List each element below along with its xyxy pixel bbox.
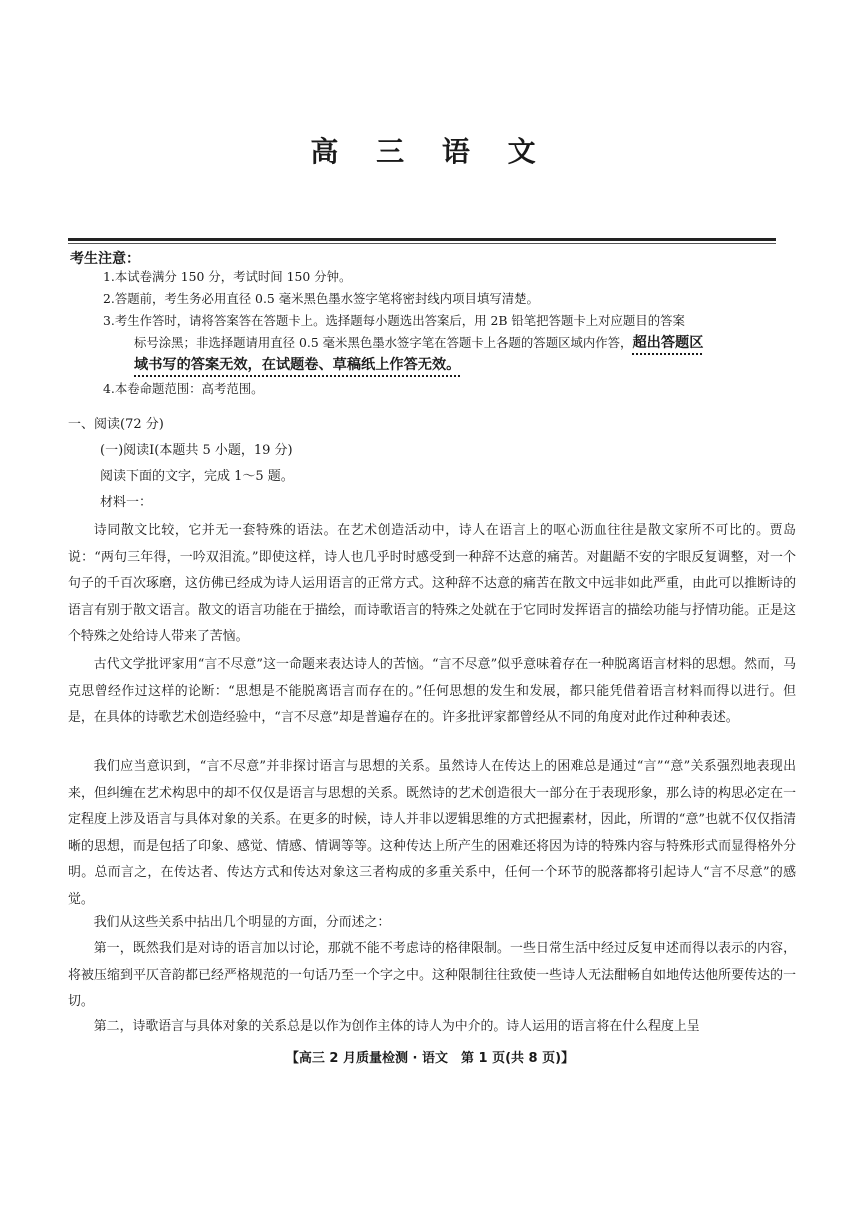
subsection-heading: (一)阅读Ⅰ(本题共 5 小题，19 分) <box>100 443 293 458</box>
header-divider-thin <box>68 243 776 244</box>
notice-item-4: 4.本卷命题范围：高考范围。 <box>103 381 264 396</box>
notice-item-3-emphasis-continued: 域书写的答案无效，在试题卷、草稿纸上作答无效。 <box>134 357 461 373</box>
paragraph: 诗同散文比较，它并无一套特殊的语法。在艺术创造活动中，诗人在语言上的呕心沥血往往是散文家所不可比的。贾岛说：“两句三年得，一吟双泪流。”即使这样，诗人也几乎时时感受到一种辞不达意的痛苦。对龃龉不安的字眼反复调整，对一个句子的千百次琢磨，这仿佛已经成为诗人运用语言的正常方式。这种辞不达意的痛苦在散文中远非如此严重，由此可以推断诗的语言有别于散文语言。散文的语言功能在于描绘，而诗歌语言的特殊之处就在于它同时发挥语言的描绘功能与抒情功能。正是这个特殊之处给诗人带来了苦恼。 <box>68 523 796 645</box>
paragraph: 第二，诗歌语言与具体对象的关系总是以作为创作主体的诗人为中介的。诗人运用的语言将在什么程度上呈 <box>93 1019 700 1034</box>
page-footer: 【高三 2 月质量检测 · 语文 第 1 页(共 8 页)】 <box>285 1051 575 1066</box>
reading-instruction: 阅读下面的文字，完成 1～5 题。 <box>100 469 294 484</box>
notice-item-2: 2.答题前，考生务必用直径 0.5 毫米黑色墨水签字笔将密封线内项目填写清楚。 <box>103 291 539 306</box>
notice-item-3-text: 标号涂黑；非选择题请用直径 0.5 毫米黑色墨水签字笔在答题卡上各题的答题区域内作答， <box>134 335 633 350</box>
notice-item-3-line-2 <box>134 332 814 354</box>
material-label: 材料一： <box>100 495 153 510</box>
paragraph: 我们应当意识到，“言不尽意”并非探讨语言与思想的关系。虽然诗人在传达上的困难总是通过“言”“意”关系强烈地表现出来，但纠缠在艺术构思中的却不仅仅是语言与思想的关系。既然诗的艺术创造很大一部分在于表现形象，那么诗的构思必定在一定程度上涉及语言与具体对象的关系。在更多的时候，诗人并非以逻辑思维的方式把握素材，因此，所谓的“意”也就不仅仅指清晰的思想，而是包括了印象、感觉、情感、情调等等。这种传达上所产生的困难还将因为诗的特殊内容与特殊形式而显得格外分明。总而言之，在传达者、传达方式和传达对象这三者构成的多重关系中，任何一个环节的脱落都将引起诗人“言不尽意”的感觉。 <box>68 759 796 907</box>
header-divider-thick <box>68 238 776 241</box>
page-title: 高 三 语 文 <box>310 135 550 168</box>
notice-heading: 考生注意： <box>70 251 140 267</box>
notice-item-3-emphasis: 超出答题区 <box>632 335 704 351</box>
notice-item-3-line-3 <box>134 354 814 376</box>
section-heading: 一、阅读(72 分) <box>68 417 164 432</box>
paragraph: 第一，既然我们是对诗的语言加以讨论，那就不能不考虑诗的格律限制。一些日常生活中经过反复申述而得以表示的内容，将被压缩到平仄音韵都已经严格规范的一句话乃至一个字之中。这种限制往往致使一些诗人无法酣畅自如地传达他所要传达的一切。 <box>68 941 796 1010</box>
paragraph: 我们从这些关系中拈出几个明显的方面，分而述之： <box>93 915 391 930</box>
notice-item-1: 1.本试卷满分 150 分，考试时间 150 分钟。 <box>103 269 352 284</box>
notice-item-3-line-1: 3.考生作答时，请将答案答在答题卡上。选择题每小题选出答案后，用 2B 铅笔把答题卡上对应题目的答案 <box>103 313 685 328</box>
paragraph: 古代文学批评家用“言不尽意”这一命题来表达诗人的苦恼。“言不尽意”似乎意味着存在一种脱离语言材料的思想。然而，马克思曾经作过这样的论断：“思想是不能脱离语言而存在的。”任何思想的发生和发展，都只能凭借着语言材料而得以进行。但是，在具体的诗歌艺术创造经验中，“言不尽意”却是普遍存在的。许多批评家都曾经从不同的角度对此作过种种表述。 <box>68 657 796 726</box>
